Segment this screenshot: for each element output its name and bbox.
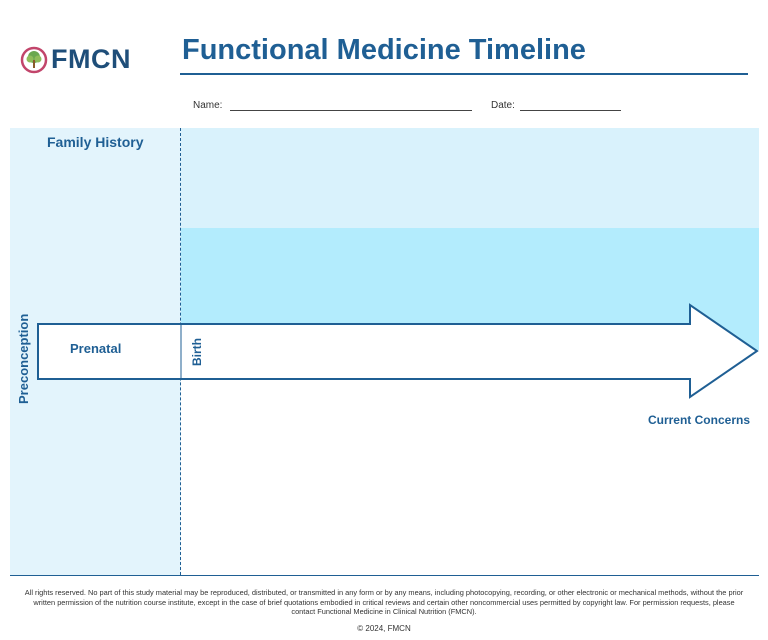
date-label: Date: — [491, 100, 515, 111]
logo-text: FMCN — [51, 44, 131, 74]
copyright: © 2024, FMCN — [357, 624, 411, 633]
rights-notice: All rights reserved. No part of this study material may be reproduced, distributed, or transmitted in any form or by any means, including photocopying, recording, or other electronic or mechanical methods, without the prior written permission of the nutrition course institute, except in the case of brief quotations embodied in critical reviews and certain other noncommercial uses permitted by copyright law. For permission requests, please contact Functional Medicine in Clinical Nutrition (FMCN). — [24, 588, 744, 617]
current-concerns-label: Current Concerns — [647, 413, 750, 427]
preconception-label: Preconception — [16, 313, 31, 404]
family-history-label: Family History — [47, 134, 144, 150]
prenatal-label: Prenatal — [70, 341, 122, 356]
page-title: Functional Medicine Timeline — [182, 34, 586, 66]
birth-label: Birth — [190, 338, 204, 366]
name-label: Name: — [193, 100, 223, 111]
